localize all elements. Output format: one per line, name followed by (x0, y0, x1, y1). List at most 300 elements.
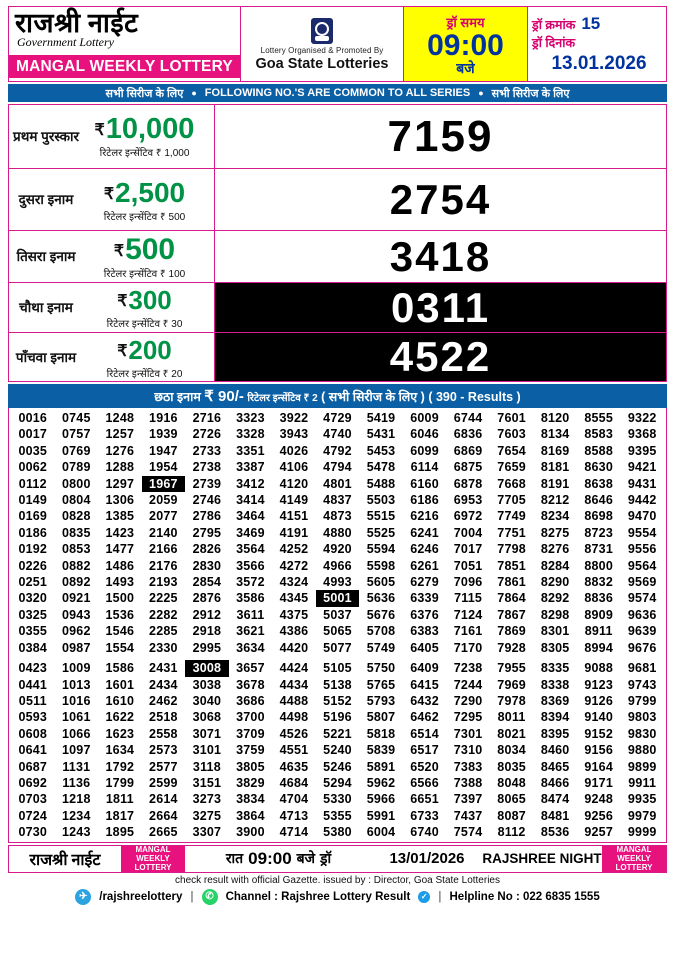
prize-row (8, 230, 667, 282)
number-cell: 6651 (410, 792, 439, 807)
number-cell: 2285 (149, 624, 178, 639)
number-cell: 9911 (628, 775, 657, 790)
prize-amount-value: 10,000 (105, 113, 195, 145)
table-row (11, 525, 664, 541)
number-cell: 9639 (627, 624, 657, 639)
number-cell: 7295 (453, 710, 483, 725)
number-cell: 0962 (61, 624, 91, 639)
number-cell: 9442 (627, 493, 657, 508)
number-cell: 4873 (323, 509, 352, 524)
number-cell: 8338 (540, 677, 570, 692)
number-cell: 9368 (627, 427, 657, 442)
number-cell: 3387 (236, 460, 265, 475)
footer-date: 13/01/2026 (389, 850, 465, 868)
number-cell: 3829 (236, 775, 265, 790)
number-cell: 9256 (584, 808, 613, 823)
prize-amount (79, 285, 210, 317)
footer-brand-hi: राजश्री नाईट (29, 851, 101, 869)
number-cell: 8800 (584, 558, 613, 573)
tag-line-3: LOTTERY (134, 863, 172, 873)
number-cell: 3328 (236, 427, 265, 442)
number-cell: 7310 (453, 743, 483, 758)
number-cell: 0828 (61, 509, 91, 524)
number-cell: 5750 (366, 661, 396, 676)
number-cell: 0757 (61, 427, 91, 442)
number-cell: 6246 (410, 542, 439, 557)
number-cell: 5991 (366, 808, 396, 823)
number-cell: 8120 (540, 411, 570, 425)
number-cell: 0769 (61, 443, 91, 458)
draw-date-value: 13.01.2026 (551, 52, 647, 74)
number-cell: 0853 (61, 542, 91, 557)
number-cell: 6409 (410, 661, 439, 676)
number-cell: 2795 (192, 525, 222, 540)
footer-lottery-tag-left (121, 846, 185, 872)
number-cell: 3273 (192, 792, 222, 807)
number-cell: 5380 (323, 825, 352, 840)
number-cell: 3151 (192, 775, 222, 790)
number-cell: 1799 (105, 775, 135, 790)
sixth-prize-incentive: रिटेलर इन्सेंटिव ₹ 2 (247, 393, 318, 404)
number-cell: 2614 (149, 792, 178, 807)
number-cell: 3307 (192, 825, 222, 840)
number-cell: 1066 (61, 726, 91, 741)
number-cell: 4191 (279, 525, 309, 540)
number-cell: 4375 (279, 607, 309, 622)
number-cell: 0062 (18, 460, 48, 475)
prize-label-cell (9, 283, 215, 332)
number-cell: 7170 (453, 640, 483, 655)
table-row (11, 623, 664, 639)
telegram-icon[interactable]: ✈ (75, 889, 91, 905)
goa-state-emblem-icon (311, 18, 333, 44)
sixth-prize-amount: ₹ 90/- (204, 388, 244, 405)
prize-number-cell (215, 169, 666, 230)
prize-name: प्रथम पुरस्कार (13, 129, 79, 144)
number-cell: 2558 (149, 726, 178, 741)
number-cell: 3323 (236, 411, 265, 425)
prize-amount-cell (79, 285, 210, 330)
tag2-line-3: LOTTERY (615, 863, 653, 873)
number-cell: 1500 (105, 591, 135, 606)
number-cell: 3038 (192, 677, 222, 692)
number-cell: 4880 (323, 525, 352, 540)
number-cell: 4252 (279, 542, 309, 557)
prize-amount-cell (79, 114, 210, 159)
number-cell: 0724 (18, 808, 48, 823)
number-cell: 4424 (279, 661, 309, 676)
prize-label-cell (9, 105, 215, 168)
number-cell: 8305 (540, 640, 570, 655)
table-row (11, 476, 664, 492)
number-cell: 4526 (279, 726, 309, 741)
number-cell: 8035 (497, 759, 526, 774)
number-cell: 5708 (366, 624, 396, 639)
number-cell: 0882 (61, 558, 91, 573)
number-cell: 0800 (61, 476, 91, 491)
table-row (11, 660, 664, 676)
table-row (11, 426, 664, 442)
number-cell: 2599 (149, 775, 178, 790)
number-cell: 8112 (497, 825, 526, 840)
sixth-prize-series-note: ( सभी सिरीज के लिए ) (321, 390, 425, 404)
number-cell: 7301 (453, 726, 483, 741)
brand-title: राजश्री नाईट (15, 8, 139, 38)
prize-incentive: रिटेलर इन्सेंटिव ₹ 1,000 (99, 148, 190, 159)
number-cell: 4026 (279, 443, 309, 458)
number-cell: 2225 (149, 591, 178, 606)
number-cell: 8646 (584, 493, 613, 508)
number-cell: 4792 (323, 443, 352, 458)
footer-time-prefix: रात (225, 850, 244, 867)
rupee-icon: ₹ (117, 293, 128, 310)
number-cell: 2573 (149, 743, 178, 758)
social-links (8, 887, 667, 905)
number-cell: 5355 (323, 808, 352, 823)
number-cell: 8994 (584, 640, 613, 655)
table-row (11, 443, 664, 459)
number-cell: 5196 (323, 710, 352, 725)
rupee-icon: ₹ (103, 185, 115, 203)
number-cell: 4420 (279, 640, 309, 655)
number-cell: 2193 (149, 575, 178, 590)
number-cell: 5891 (366, 759, 396, 774)
number-cell: 6009 (410, 411, 439, 425)
number-cell: 1234 (61, 808, 91, 823)
prize-amount (79, 177, 210, 210)
number-cell: 3071 (192, 726, 222, 741)
number-cell: 1546 (105, 624, 135, 639)
number-cell: 1554 (105, 640, 135, 655)
number-cell: 9123 (584, 677, 613, 692)
number-cell: 9431 (627, 476, 657, 491)
prize-amount-value: 200 (128, 334, 172, 365)
number-cell: 4920 (323, 542, 352, 557)
number-cell: 9248 (584, 792, 613, 807)
number-cell: 8465 (540, 759, 570, 774)
number-cell: 8048 (497, 775, 526, 790)
number-cell: 8290 (540, 575, 570, 590)
number-cell: 5503 (366, 493, 396, 508)
number-cell: 0703 (18, 792, 48, 807)
number-cell: 8460 (540, 743, 570, 758)
bullet-icon: ● (478, 88, 484, 98)
number-cell: 2431 (149, 661, 178, 676)
number-cell: 6186 (410, 493, 439, 508)
number-cell: 2577 (149, 759, 178, 774)
number-cell: 7659 (497, 460, 526, 475)
lottery-name-banner: MANGAL WEEKLY LOTTERY (9, 55, 240, 78)
number-cell: 6972 (453, 509, 483, 524)
number-cell: 6279 (410, 575, 439, 590)
prize-incentive: रिटेलर इन्सेंटिव ₹ 20 (106, 368, 183, 380)
footer-brand-en: RAJSHREE NIGHT (482, 851, 602, 867)
number-cell: 0226 (18, 558, 48, 573)
number-cell: 4386 (279, 624, 309, 639)
number-cell: 5330 (323, 792, 352, 807)
common-bar-center: FOLLOWING NO.'S ARE COMMON TO ALL SERIES (204, 87, 471, 99)
number-cell: 6953 (453, 493, 483, 508)
number-cell: 3759 (236, 743, 265, 758)
rupee-icon: ₹ (117, 342, 128, 360)
number-cell: 3068 (192, 710, 222, 725)
number-cell: 6875 (453, 460, 483, 475)
number-cell: 3900 (236, 825, 265, 840)
number-cell: 5431 (366, 427, 396, 442)
number-cell: 0730 (18, 825, 48, 840)
number-cell: 8911 (584, 624, 613, 639)
number-cell: 8369 (540, 693, 570, 708)
number-cell: 7388 (453, 775, 483, 790)
number-cell: 7851 (497, 558, 526, 573)
number-cell: 6878 (453, 476, 483, 491)
number-cell: 1895 (105, 825, 135, 840)
number-cell: 0169 (18, 509, 48, 524)
number-cell: 4993 (323, 575, 352, 590)
number-cell: 3566 (236, 558, 265, 573)
tag2-line-2: WEEKLY (617, 854, 651, 864)
number-cell: 7928 (497, 640, 526, 655)
number-cell: 3469 (236, 525, 265, 540)
prize-name: पाँचवा इनाम (15, 349, 77, 365)
number-cell: 1257 (105, 427, 135, 442)
number-cell: 7096 (453, 575, 483, 590)
number-cell: 0384 (18, 640, 48, 655)
number-cell: 0687 (18, 759, 48, 774)
number-cell: 2726 (192, 427, 222, 442)
number-cell: 2059 (149, 493, 178, 508)
number-cell: 8466 (540, 775, 570, 790)
number-cell: 2330 (149, 640, 178, 655)
number-cell: 3805 (236, 759, 265, 774)
number-cell: 6415 (410, 677, 439, 692)
number-cell: 5839 (366, 743, 396, 758)
number-cell: 7017 (453, 542, 483, 557)
prize-amount-cell (79, 335, 210, 380)
number-cell: 3351 (236, 443, 265, 458)
number-cell: 5138 (323, 677, 352, 692)
number-cell: 1297 (105, 476, 135, 491)
number-cell: 4837 (323, 493, 352, 508)
number-cell: 3678 (236, 677, 265, 692)
number-cell: 6383 (410, 624, 439, 639)
number-cell: 7705 (497, 493, 526, 508)
number-cell: 7383 (453, 759, 483, 774)
table-row (11, 726, 664, 742)
number-cell: 5962 (366, 775, 396, 790)
number-cell: 6462 (410, 710, 439, 725)
number-cell: 7978 (497, 693, 526, 708)
whatsapp-icon[interactable]: ✆ (202, 889, 218, 905)
number-cell: 2077 (149, 509, 178, 524)
number-cell: 1622 (105, 710, 135, 725)
number-cell: 3275 (192, 808, 222, 823)
number-cell: 6432 (410, 693, 439, 708)
footer-draw-label: ड्रॉ (320, 850, 332, 867)
number-cell: 0016 (18, 411, 48, 425)
prize-label-cell (9, 169, 215, 230)
number-cell: 7051 (453, 558, 483, 573)
table-row (11, 541, 664, 557)
number-cell: 3943 (279, 427, 309, 442)
tag2-line-1: MANGAL (616, 845, 652, 855)
footer-lottery-tag-right (602, 846, 666, 872)
number-cell: 5605 (366, 575, 396, 590)
number-cell: 4713 (279, 808, 309, 823)
number-cell: 1634 (105, 743, 135, 758)
table-row (11, 508, 664, 524)
number-cell: 4151 (279, 509, 309, 524)
draw-number-label: ड्रॉ क्रमांक (532, 17, 576, 32)
number-cell: 8583 (584, 427, 613, 442)
number-cell: 8021 (497, 726, 526, 741)
number-cell: 0192 (18, 542, 48, 557)
footer-time-value: 09:00 (248, 848, 292, 868)
number-cell: 8191 (540, 476, 570, 491)
number-cell: 1248 (105, 411, 135, 425)
number-cell: 4966 (323, 558, 352, 573)
prize-list (8, 104, 667, 382)
number-cell: 5765 (366, 677, 396, 692)
number-cell: 2739 (192, 476, 222, 491)
prize-amount-cell (79, 177, 210, 223)
number-cell: 3464 (236, 509, 265, 524)
number-cell: 1954 (149, 460, 178, 475)
prize-row (8, 332, 667, 382)
number-cell: 7861 (497, 575, 526, 590)
number-cell: 1939 (149, 427, 178, 442)
prize-number-cell (215, 333, 666, 381)
number-cell: 6339 (410, 591, 439, 606)
number-cell: 1486 (105, 558, 135, 573)
organiser-name: Goa State Lotteries (255, 56, 389, 72)
footer-bar (8, 845, 667, 873)
table-row (11, 558, 664, 574)
number-cell: 3634 (236, 640, 265, 655)
number-cell: 8731 (584, 542, 613, 557)
number-cell: 0320 (18, 591, 48, 606)
number-cell: 7244 (453, 677, 483, 692)
whatsapp-channel[interactable]: Channel : Rajshree Lottery Result (225, 890, 411, 903)
number-cell: 7869 (497, 624, 526, 639)
number-cell: 7115 (454, 591, 483, 606)
number-cell: 3686 (236, 693, 265, 708)
number-cell: 7668 (497, 476, 526, 491)
number-cell: 2518 (149, 710, 178, 725)
number-cell: 2733 (192, 443, 222, 458)
number-cell: 5488 (366, 476, 396, 491)
number-cell: 5152 (323, 693, 352, 708)
number-cell: 8836 (584, 591, 613, 606)
number-cell: 2918 (192, 624, 222, 639)
number-cell: 9171 (584, 775, 613, 790)
number-cell: 0804 (61, 493, 91, 508)
number-cell: 9979 (627, 808, 657, 823)
number-cell: 9676 (627, 640, 657, 655)
number-cell: 8335 (540, 661, 570, 676)
number-cell: 1097 (61, 743, 91, 758)
number-cell: 5077 (323, 640, 352, 655)
table-row (11, 742, 664, 758)
common-numbers-bar (8, 84, 667, 102)
number-cell: 6046 (410, 427, 439, 442)
number-cell: 1306 (105, 493, 135, 508)
number-cell: 4120 (279, 476, 309, 491)
prize-amount (79, 234, 210, 267)
prize-amount-value: 2,500 (115, 176, 186, 208)
number-cell: 8234 (540, 509, 570, 524)
prize-name: चौथा इनाम (19, 300, 73, 315)
number-cell: 7867 (497, 607, 526, 622)
number-cell: 6566 (410, 775, 439, 790)
number-cell: 8276 (540, 542, 570, 557)
telegram-handle[interactable]: /rajshreelottery (99, 890, 183, 903)
number-cell: 7290 (453, 693, 483, 708)
number-cell: 1218 (61, 792, 91, 807)
bullet-icon: ● (191, 88, 197, 98)
number-cell: 0325 (18, 607, 48, 622)
number-cell: 4149 (279, 493, 309, 508)
number-cell: 8275 (540, 525, 570, 540)
number-cell: 3412 (236, 476, 265, 491)
number-cell: 8638 (584, 476, 613, 491)
prize-amount-value: 300 (128, 285, 172, 315)
number-cell: 0692 (18, 775, 48, 790)
tag-line-2: WEEKLY (136, 854, 170, 864)
number-cell: 5525 (366, 525, 396, 540)
number-cell: 2665 (149, 825, 178, 840)
divider: | (438, 890, 442, 903)
number-cell: 6405 (410, 640, 439, 655)
number-cell: 1493 (105, 575, 135, 590)
number-cell: 8909 (584, 607, 613, 622)
number-cell: 1276 (105, 443, 135, 458)
number-cell: 9830 (627, 726, 657, 741)
number-cell: 5221 (323, 726, 352, 741)
table-row (11, 709, 664, 725)
number-cell: 9164 (584, 759, 613, 774)
number-cell: 4106 (279, 460, 309, 475)
number-cell: 5037 (323, 607, 352, 622)
table-row (11, 693, 664, 709)
number-cell: 3414 (236, 493, 265, 508)
number-cell: 7864 (497, 591, 526, 606)
number-cell: 8832 (584, 575, 613, 590)
number-cell: 8212 (540, 493, 570, 508)
number-cell: 9681 (627, 661, 657, 676)
number-cell: 9395 (627, 443, 657, 458)
number-cell: 3040 (192, 693, 222, 708)
number-cell: 0441 (18, 677, 48, 692)
number-cell: 5105 (323, 661, 352, 676)
number-cell: 5676 (366, 607, 396, 622)
number-cell: 0745 (61, 411, 91, 425)
number-cell: 4684 (279, 775, 309, 790)
divider: | (190, 890, 194, 903)
sixth-prize-number-grid (8, 408, 667, 843)
number-cell: 6241 (410, 525, 439, 540)
table-row (11, 590, 664, 606)
draw-meta-block (528, 7, 666, 81)
number-cell: 3572 (236, 575, 265, 590)
number-cell: 1061 (61, 710, 91, 725)
number-cell: 9421 (627, 460, 657, 475)
number-cell: 4729 (323, 411, 352, 425)
number-cell: 6520 (410, 759, 439, 774)
number-cell: 4801 (323, 476, 352, 491)
number-cell: 0943 (61, 607, 91, 622)
number-cell: 6740 (410, 825, 439, 840)
